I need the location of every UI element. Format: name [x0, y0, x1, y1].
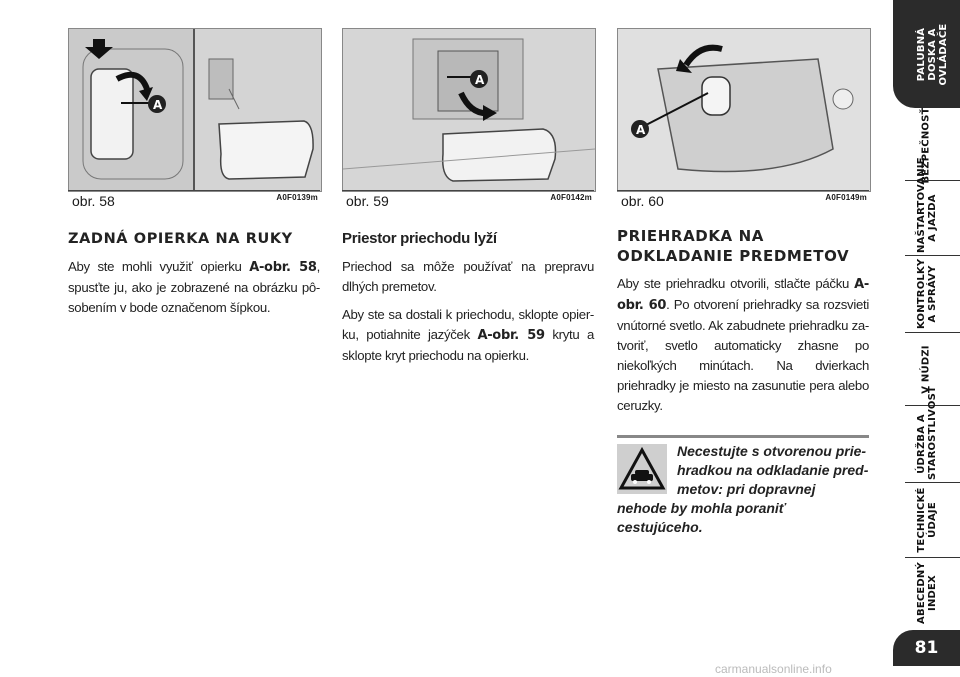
tab-label-kontrolky: KONTROLKY A SPRÁVY: [915, 258, 938, 329]
tab-kontrolky[interactable]: [893, 256, 960, 332]
figure-59-label: obr. 59: [346, 193, 389, 209]
figure-60-marker: A: [636, 123, 646, 137]
figure-58-marker: A: [153, 98, 163, 112]
tab-active-dashboard[interactable]: [893, 0, 960, 108]
tab-udrzba[interactable]: [893, 386, 960, 482]
tab-technicke[interactable]: [893, 483, 960, 557]
figure-60-caption: [617, 190, 869, 213]
tab-label-v-nudzi: V NÚDZI: [920, 344, 932, 394]
warning-rule: [617, 435, 869, 438]
tab-index[interactable]: [893, 558, 960, 628]
tab-active-label: PALUBNÁ DOSKA A OVLÁDAČE: [916, 23, 949, 85]
figure-59-marker: A: [475, 73, 485, 87]
rear-armrest-text: Aby ste mohli využiť opierku A-obr. 58, spusťte ju, ako je zobrazené na obrázku pô- sobením v bode označenom šípkou.: [68, 259, 320, 315]
tab-label-technicke: TECHNICKÉ ÚDAJE: [915, 487, 938, 553]
tab-label-bezpecnost: BEZPEČNOSŤ: [921, 106, 933, 184]
figure-59-caption: [342, 190, 594, 213]
figure-58-code: A0F0139m: [276, 193, 318, 202]
tab-label-nastartovanie: NAŠTARTOVANIE A JAZDA: [915, 157, 938, 253]
ski-passage-section: [342, 229, 594, 374]
warning-text-block: [617, 442, 869, 537]
warning-text: Necestujte s otvorenou prie- hradkou na odkladanie pred- metov: pri dopravnej nehode by mohla poraniť cestujúceho.: [617, 443, 869, 535]
figure-59-code: A0F0142m: [550, 193, 592, 202]
figure-ref-60: A-obr. 60: [617, 277, 869, 313]
figure-58-caption: [68, 190, 320, 213]
glove-box-section: [617, 226, 869, 424]
figure-ref-59: A-obr. 59: [477, 328, 545, 343]
tab-nastartovanie[interactable]: [893, 157, 960, 254]
figure-60-code: A0F0149m: [825, 193, 867, 202]
tab-label-udrzba: ÚDRŽBA A STAROSTLIVOSŤ: [915, 386, 938, 480]
ski-passage-heading: Priestor priechodu lyží: [342, 230, 497, 247]
figure-58-label: obr. 58: [72, 193, 115, 209]
page-number: 81: [893, 630, 960, 666]
chapter-sidebar: [893, 0, 960, 677]
ski-passage-text-2: Aby ste sa dostali k priechodu, sklopte opier- ku, potiahnite jazýček A-obr. 59 krytu a sklopte kryt priechodu na opierku.: [342, 307, 595, 363]
rear-armrest-heading: ZADNÁ OPIERKA NA RUKY: [68, 231, 293, 247]
ski-passage-text-1: Priechod sa môže používať na prepravu dlhých premetov.: [342, 259, 594, 294]
tab-separator: [905, 180, 960, 181]
tab-label-index: ABECEDNÝ INDEX: [915, 562, 938, 624]
footer-watermark: carmanualsonline.info: [715, 662, 832, 676]
glove-box-heading: PRIEHRADKA NA ODKLADANIE PREDMETOV: [617, 227, 850, 265]
rear-armrest-section: [68, 229, 320, 326]
figure-60-image: [617, 28, 871, 192]
figure-59-image: [342, 28, 596, 192]
figure-ref-58: A-obr. 58: [249, 260, 317, 275]
figure-60-label: obr. 60: [621, 193, 664, 209]
glove-box-text: Aby ste priehradku otvorili, stlačte páčku A-obr. 60. Po otvorení priehradky sa rozsvieti vnútorné svetlo. Ak zabudnete priehradku za- tvoriť, svetlo automaticky zhasne po niekoľkých minútach. Na dvierkach priehradky je miesto na zasunutie pera alebo ceruzky.: [617, 276, 870, 413]
figure-58-image: [68, 28, 322, 192]
